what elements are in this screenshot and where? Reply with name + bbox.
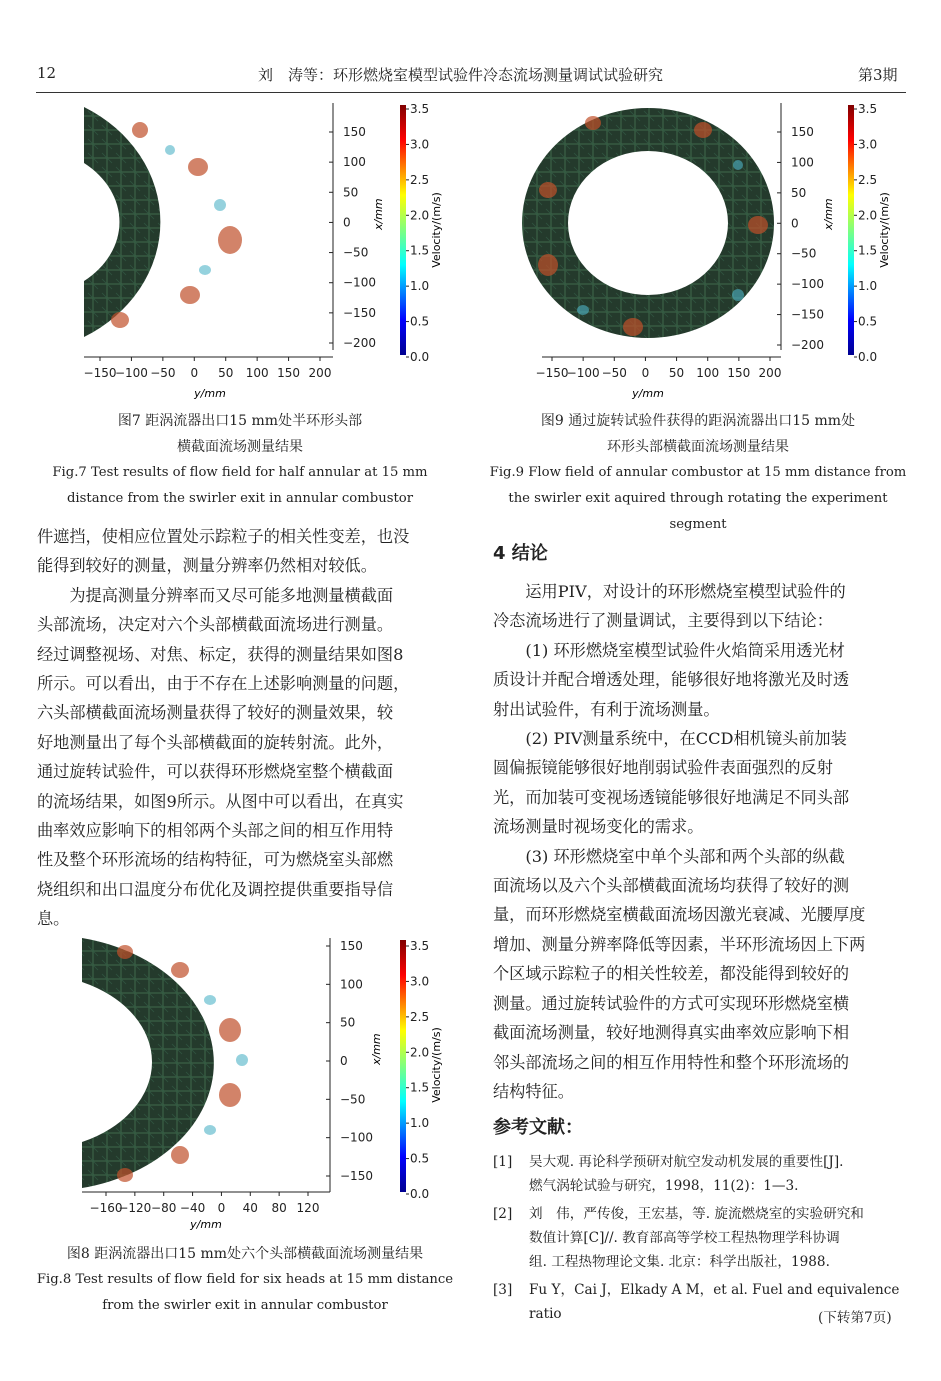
right-text-line: 射出试验件，有利于流场测量。	[493, 699, 720, 719]
fig8-cticks-tick-label: 2.0	[410, 1045, 430, 1060]
references-list	[493, 1150, 907, 1330]
fig8-yticks-tick-label: 100	[340, 977, 363, 992]
reference-text: 吴大观. 再论科学预研对航空发动机发展的重要性[J].	[529, 1154, 844, 1170]
fig9-yticks-tick-label: 150	[791, 125, 814, 139]
right-text-line: 增加、测量分辨率降低等因素，半环形流场因上下两	[493, 934, 866, 954]
fig8-cticks-tick-label: 1.5	[410, 1080, 430, 1095]
fig7-cticks-tick-label: 2.5	[410, 172, 430, 187]
fig7-cticks-tick-label: 1.5	[410, 243, 430, 258]
fig7-plot	[30, 95, 450, 405]
right-text-line: (1) 环形燃烧室模型试验件火焰筒采用透光材	[493, 640, 845, 660]
right-text-line: (2) PIV测量系统中，在CCD相机镜头前加装	[493, 729, 847, 749]
fig8-cticks-tick-label: 0.0	[410, 1187, 430, 1201]
left-text-line: 息。	[37, 909, 70, 929]
fig8-caption-en-2: from the swirler exit in annular combustor	[102, 1298, 388, 1313]
fig9-xticks-tick-label: −100	[566, 366, 600, 380]
right-text-line: 结构特征。	[493, 1081, 574, 1101]
left-text-line: 件遮挡，使相应位置处示踪粒子的相关性变差，也没	[37, 527, 410, 546]
reference-text: 刘 伟，严传俊，王宏基，等. 旋流燃烧室的实验研究和	[529, 1206, 864, 1222]
fig8-yticks-tick-label: 150	[340, 939, 363, 953]
fig8-yticks-tick-label: 50	[340, 1015, 356, 1030]
fig7-cbar-label: Velocity/(m/s)	[430, 192, 443, 268]
fig8-cbar-label: Velocity/(m/s)	[430, 1027, 443, 1103]
fig9-xticks-tick-label: 0	[641, 366, 650, 380]
fig9-caption-en-1: Fig.9 Flow field of annular combustor at 15 mm distance from	[489, 465, 907, 480]
right-text-line: 运用PIV，对设计的环形燃烧室模型试验件的	[493, 582, 846, 601]
fig9-yticks-tick-label: −100	[791, 277, 824, 292]
fig9-xticks-tick-label: 150	[727, 366, 751, 380]
fig9-xticks-tick-label: 100	[696, 366, 720, 380]
fig8-xticks-tick-label: −160	[89, 1201, 123, 1215]
fig9-caption-en-2: the swirler exit aquired through rotating the experiment segment	[508, 491, 888, 532]
fig7-xticks-tick-label: −100	[114, 366, 148, 380]
right-text-line: 截面流场测量，较好地测得真实曲率效应影响下相	[493, 1023, 850, 1043]
fig9-yticks-tick-label: 0	[791, 216, 799, 231]
fig9-yticks-tick-label: −50	[791, 246, 817, 261]
fig9-caption	[488, 408, 908, 538]
fig8-yticks-tick-label: −100	[340, 1130, 373, 1145]
fig9-xticks-tick-label: −150	[535, 366, 569, 380]
reference-text: 燃气涡轮试验与研究，1998，11(2)：1—3.	[529, 1178, 799, 1194]
fig8-cticks-tick-label: 0.5	[410, 1151, 430, 1166]
fig7-xticks-tick-label: 50	[218, 366, 234, 380]
fig7-x-label: y/mm	[194, 387, 226, 400]
fig9-cticks-tick-label: 1.0	[858, 279, 878, 294]
fig7-cticks-tick-label: 0.5	[410, 314, 430, 329]
left-text-line: 曲率效应影响下的相邻两个头部之间的相互作用特	[37, 821, 394, 841]
fig9-caption-cn-2: 环形头部横截面流场测量结果	[607, 439, 789, 455]
fig9-cticks-tick-label: 0.0	[858, 350, 878, 364]
fig7-xticks-tick-label: 100	[245, 366, 269, 380]
fig9-cticks-tick-label: 2.0	[858, 208, 878, 223]
right-text-line: 个区域示踪粒子的相关性较差，都没能得到较好的	[493, 964, 850, 984]
fig9-xticks-tick-label: 200	[758, 366, 782, 380]
reference-number: [1]	[493, 1154, 513, 1170]
fig7-yticks-tick-label: 100	[343, 155, 366, 170]
fig9-cticks-tick-label: 3.5	[858, 102, 878, 116]
left-text-line: 通过旋转试验件，可以获得环形燃烧室整个横截面	[37, 762, 394, 782]
right-text-line: 质设计并配合增透处理，能够很好地将激光及时透	[493, 670, 850, 690]
fig9-plot	[488, 95, 908, 405]
fig8-cticks-tick-label: 3.5	[410, 939, 430, 953]
fig9-cticks-tick-label: 3.0	[858, 137, 878, 152]
fig7-xticks-tick-label: −50	[150, 366, 176, 380]
right-text-line: 流场测量时视场变化的需求。	[493, 817, 704, 837]
left-text-line: 烧组织和出口温度分布优化及调控提供重要指导信	[37, 879, 394, 899]
left-text-line: 的流场结果，如图9所示。从图中可以看出，在真实	[37, 791, 404, 811]
left-text-line: 好地测量出了每个头部横截面的旋转射流。此外，	[37, 732, 394, 752]
right-text-line: 测量。通过旋转试验件的方式可实现环形燃烧室横	[493, 993, 850, 1013]
fig8-cticks-tick-label: 2.5	[410, 1009, 430, 1024]
header-rule	[36, 92, 906, 93]
reference-text: 数值计算[C]//. 教育部高等学校工程热物理学科协调	[529, 1230, 840, 1246]
fig7-caption-cn-1: 图7 距涡流器出口15 mm处半环形头部	[117, 413, 363, 429]
reference-text: 组. 工程热物理论文集. 北京：科学出版社，1988.	[529, 1254, 830, 1270]
page-number: 12	[37, 64, 57, 82]
fig8-caption-cn: 图8 距涡流器出口15 mm处六个头部横截面流场测量结果	[66, 1246, 424, 1262]
reference-text: Fu Y，Cai J，Elkady A M，et al. Fuel and equivalence ratio	[529, 1282, 900, 1322]
fig7-yticks-tick-label: −150	[343, 305, 376, 320]
left-text-line: 头部流场，决定对六个头部横截面流场进行测量。	[37, 615, 394, 635]
right-text-line: (3) 环形燃烧室中单个头部和两个头部的纵截	[493, 846, 845, 866]
fig9-y-label: x/mm	[822, 198, 835, 230]
fig7-xticks-tick-label: 150	[277, 366, 301, 380]
fig8-x-label: y/mm	[190, 1218, 222, 1231]
fig8-xticks-tick-label: −120	[118, 1201, 152, 1215]
fig8-xticks-tick-label: −80	[151, 1201, 177, 1215]
fig9-yticks-tick-label: 50	[791, 185, 807, 200]
fig7-cticks-tick-label: 3.0	[410, 137, 430, 152]
fig8-xticks-tick-label: 120	[296, 1201, 320, 1215]
fig9-yticks-tick-label: −200	[791, 338, 824, 352]
fig9-annulus	[522, 108, 774, 338]
fig9-cticks-tick-label: 0.5	[858, 314, 878, 329]
fig7-half-annulus	[84, 107, 160, 337]
fig8-plot	[30, 930, 450, 1235]
fig8-caption	[30, 1241, 460, 1319]
references-title: 参考文献：	[493, 1117, 583, 1138]
fig8-xticks-tick-label: −40	[179, 1201, 206, 1215]
fig7-yticks-tick-label: 50	[343, 185, 359, 200]
fig7-xticks-tick-label: 200	[308, 366, 332, 380]
fig7-xticks-tick-label: −150	[83, 366, 117, 380]
fig8-half-annulus	[82, 938, 214, 1188]
reference-item	[493, 1202, 907, 1274]
fig7-caption-en-1: Fig.7 Test results of flow field for half annular at 15 mm	[52, 465, 428, 480]
right-text-line: 冷态流场进行了测量调试，主要得到以下结论：	[493, 611, 833, 631]
fig7-yticks-tick-label: −100	[343, 275, 376, 290]
fig9-x-label: y/mm	[632, 387, 664, 400]
fig7-caption	[40, 408, 440, 512]
fig8-cticks-tick-label: 3.0	[410, 974, 430, 989]
fig8-yticks-tick-label: −50	[340, 1092, 366, 1107]
fig8-xticks-tick-label: 80	[271, 1201, 287, 1215]
reference-number: [3]	[493, 1282, 513, 1298]
fig9-xticks-tick-label: −50	[601, 366, 627, 380]
fig7-cticks-tick-label: 2.0	[410, 208, 430, 223]
left-text-line: 所示。可以看出，由于不存在上述影响测量的问题，	[37, 674, 410, 694]
issue-label: 第3期	[858, 66, 898, 84]
fig8-y-label: x/mm	[370, 1033, 383, 1065]
fig9-cticks-tick-label: 2.5	[858, 172, 878, 187]
left-body-text	[37, 522, 457, 934]
continued-note: (下转第7页)	[818, 1310, 892, 1326]
fig8-colorbar	[400, 940, 406, 1192]
fig9-caption-cn-1: 图9 通过旋转试验件获得的距涡流器出口15 mm处	[540, 413, 856, 429]
section-title-conclusion: 4 结论	[493, 543, 548, 564]
fig7-cticks-tick-label: 0.0	[410, 350, 430, 364]
fig8-yticks-tick-label: 0	[340, 1054, 348, 1068]
right-body-text	[493, 577, 907, 1106]
fig7-cticks-tick-label: 3.5	[410, 102, 430, 116]
fig8-caption-en-1: Fig.8 Test results of flow field for six heads at 15 mm distance	[36, 1272, 454, 1287]
fig7-xticks-tick-label: 0	[190, 366, 199, 380]
right-text-line: 邻头部流场之间的相互作用特性和整个环形流场的	[493, 1052, 850, 1072]
left-text-line: 六头部横截面流场测量获得了较好的测量效果，较	[37, 703, 394, 723]
fig7-caption-cn-2: 横截面流场测量结果	[177, 439, 303, 455]
fig8-cticks-tick-label: 1.0	[410, 1116, 430, 1131]
left-text-line: 性及整个环形流场的结构特征，可为燃烧室头部燃	[37, 850, 394, 870]
fig9-yticks-tick-label: −150	[791, 307, 824, 322]
fig7-yticks-tick-label: 150	[343, 125, 366, 139]
fig7-caption-en-2: distance from the swirler exit in annular combustor	[66, 491, 414, 506]
fig9-colorbar	[848, 105, 854, 355]
reference-number: [2]	[493, 1206, 513, 1222]
fig9-xticks-tick-label: 50	[668, 366, 685, 380]
fig7-cticks-tick-label: 1.0	[410, 279, 430, 294]
fig8-xticks-tick-label: 40	[242, 1201, 258, 1215]
fig9-cticks-tick-label: 1.5	[858, 243, 878, 258]
fig8-yticks-tick-label: −150	[340, 1169, 373, 1183]
left-text-line: 为提高测量分辨率而又尽可能多地测量横截面	[37, 585, 394, 605]
fig7-yticks-tick-label: −50	[343, 245, 369, 260]
fig8-xticks-tick-label: 0	[217, 1201, 226, 1215]
right-text-line: 量，而环形燃烧室横截面流场因激光衰减、光腰厚度	[493, 905, 866, 925]
running-title: 刘 涛等：环形燃烧室模型试验件冷态流场测量调试试验研究	[258, 66, 664, 84]
reference-item	[493, 1150, 907, 1198]
fig7-yticks-tick-label: −200	[343, 336, 376, 350]
left-text-line: 经过调整视场、对焦、标定，获得的测量结果如图8	[37, 644, 404, 664]
fig9-yticks-tick-label: 100	[791, 155, 814, 170]
fig7-yticks-tick-label: 0	[343, 215, 351, 230]
right-text-line: 圆偏振镜能够很好地削弱试验件表面强烈的反射	[493, 758, 833, 778]
right-text-line: 光，而加装可变视场透镜能够很好地满足不同头部	[493, 787, 850, 807]
fig7-colorbar	[400, 105, 406, 355]
fig9-cbar-label: Velocity/(m/s)	[878, 192, 891, 268]
left-text-line: 能得到较好的测量，测量分辨率仍然相对较低。	[37, 556, 377, 576]
right-text-line: 面流场以及六个头部横截面流场均获得了较好的测	[493, 876, 850, 896]
fig7-y-label: x/mm	[372, 198, 385, 230]
